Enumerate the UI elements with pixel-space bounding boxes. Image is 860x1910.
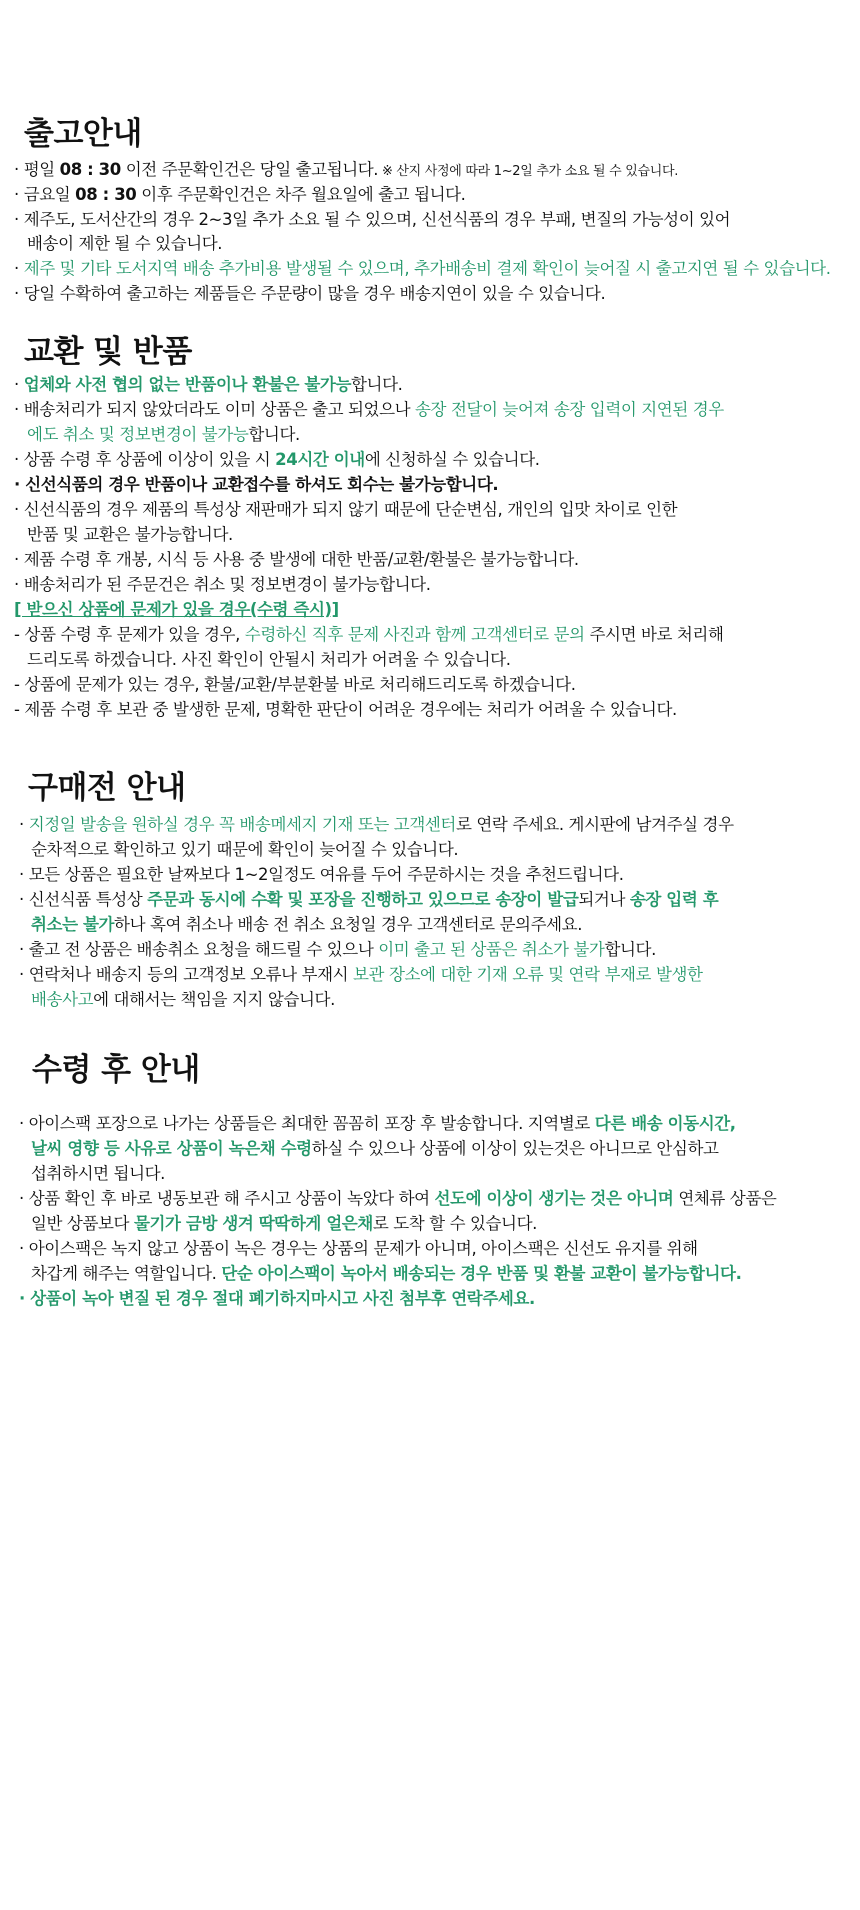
prepurchase-title: 구매전 안내 [28, 770, 186, 806]
shipping-line-3: · 제주도, 도서산간의 경우 2~3일 추가 소요 될 수 있으며, 신선식품의 경우 부패, 변질의 가능성이 있어 [14, 210, 731, 229]
shipping-line-4: 배송이 제한 될 수 있습니다. [27, 234, 223, 253]
exchange-line-3: 에도 취소 및 정보변경이 불가능합니다. [27, 425, 300, 444]
prepurchase-line-8: 배송사고에 대해서는 책임을 지지 않습니다. [31, 990, 335, 1009]
exchange-line-14: - 제품 수령 후 보관 중 발생한 문제, 명확한 판단이 어려운 경우에는 처리가 어려울 수 있습니다. [14, 700, 677, 719]
after-line-3: 섭취하시면 됩니다. [31, 1164, 166, 1183]
prepurchase-line-7: · 연락처나 배송지 등의 고객정보 오류나 부재시 보관 장소에 대한 기재 오류 및 연락 부재로 발생한 [19, 965, 703, 984]
prepurchase-line-1: · 지정일 발송을 원하실 경우 꼭 배송메세지 기재 또는 고객센터로 연락 주세요. 게시판에 남겨주실 경우 [19, 815, 734, 834]
prepurchase-line-3: · 모든 상품은 필요한 날짜보다 1~2일정도 여유를 두어 주문하시는 것을 추천드립니다. [19, 865, 624, 884]
after-line-4: · 상품 확인 후 바로 냉동보관 해 주시고 상품이 녹았다 하여 선도에 이상이 생기는 것은 아니며 연체류 상품은 [19, 1189, 777, 1208]
shipping-line-5: · 제주 및 기타 도서지역 배송 추가비용 발생될 수 있으며, 추가배송비 결제 확인이 늦어질 시 출고지연 될 수 있습니다. [14, 259, 831, 278]
after-line-1: · 아이스팩 포장으로 나가는 상품들은 최대한 꼼꼼히 포장 후 발송합니다. 지역별로 다른 배송 이동시간, [19, 1114, 736, 1133]
prepurchase-line-5: 취소는 불가하나 혹여 취소나 배송 전 취소 요청일 경우 고객센터로 문의주세요. [31, 915, 583, 934]
shipping-line-2: · 금요일 08 : 30 이후 주문확인건은 차주 월요일에 출고 됩니다. [14, 185, 466, 204]
after-line-6: · 아이스팩은 녹지 않고 상품이 녹은 경우는 상품의 문제가 아니며, 아이스팩은 신선도 유지를 위해 [19, 1239, 698, 1258]
exchange-line-8: · 제품 수령 후 개봉, 시식 등 사용 중 발생에 대한 반품/교환/환불은 불가능합니다. [14, 550, 579, 569]
exchange-line-12: 드리도록 하겠습니다. 사진 확인이 안될시 처리가 어려울 수 있습니다. [27, 650, 511, 669]
after-title: 수령 후 안내 [32, 1052, 200, 1088]
prepurchase-line-2: 순차적으로 확인하고 있기 때문에 확인이 늦어질 수 있습니다. [31, 840, 459, 859]
after-line-2: 날씨 영향 등 사유로 상품이 녹은채 수령하실 수 있으나 상품에 이상이 있는것은 아니므로 안심하고 [31, 1139, 719, 1158]
exchange-line-11: - 상품 수령 후 문제가 있을 경우, 수령하신 직후 문제 사진과 함께 고객센터로 문의 주시면 바로 처리해 [14, 625, 724, 644]
after-line-5: 일반 상품보다 물기가 금방 생겨 딱딱하게 얼은채로 도착 할 수 있습니다. [31, 1214, 537, 1233]
shipping-title: 출고안내 [24, 116, 142, 152]
shipping-line-1: · 평일 08 : 30 이전 주문확인건은 당일 출고됩니다. ※ 산지 사정에 따라 1~2일 추가 소요 될 수 있습니다. [14, 160, 679, 179]
exchange-line-1: · 업체와 사전 협의 없는 반품이나 환불은 불가능합니다. [14, 375, 403, 394]
exchange-line-13: - 상품에 문제가 있는 경우, 환불/교환/부분환불 바로 처리해드리도록 하겠습니다. [14, 675, 576, 694]
exchange-line-6: · 신선식품의 경우 제품의 특성상 재판매가 되지 않기 때문에 단순변심, 개인의 입맛 차이로 인한 [14, 500, 678, 519]
shipping-line-6: · 당일 수확하여 출고하는 제품들은 주문량이 많을 경우 배송지연이 있을 수 있습니다. [14, 284, 606, 303]
exchange-problem-heading: [ 받으신 상품에 문제가 있을 경우(수령 즉시)] [14, 600, 339, 619]
exchange-line-2: · 배송처리가 되지 않았더라도 이미 상품은 출고 되었으나 송장 전달이 늦어져 송장 입력이 지연된 경우 [14, 400, 724, 419]
exchange-line-5: · 신선식품의 경우 반품이나 교환접수를 하셔도 회수는 불가능합니다. [14, 475, 499, 494]
exchange-line-4: · 상품 수령 후 상품에 이상이 있을 시 24시간 이내에 신청하실 수 있습니다. [14, 450, 540, 469]
prepurchase-line-4: · 신선식품 특성상 주문과 동시에 수확 및 포장을 진행하고 있으므로 송장이 발급되거나 송장 입력 후 [19, 890, 719, 909]
exchange-title: 교환 및 반품 [24, 334, 192, 370]
exchange-line-7: 반품 및 교환은 불가능합니다. [27, 525, 233, 544]
exchange-line-9: · 배송처리가 된 주문건은 취소 및 정보변경이 불가능합니다. [14, 575, 431, 594]
after-line-8: · 상품이 녹아 변질 된 경우 절대 폐기하지마시고 사진 첨부후 연락주세요. [19, 1289, 535, 1308]
prepurchase-line-6: · 출고 전 상품은 배송취소 요청을 해드릴 수 있으나 이미 출고 된 상품은 취소가 불가합니다. [19, 940, 656, 959]
after-line-7: 차갑게 해주는 역할입니다. 단순 아이스팩이 녹아서 배송되는 경우 반품 및 환불 교환이 불가능합니다. [31, 1264, 742, 1283]
